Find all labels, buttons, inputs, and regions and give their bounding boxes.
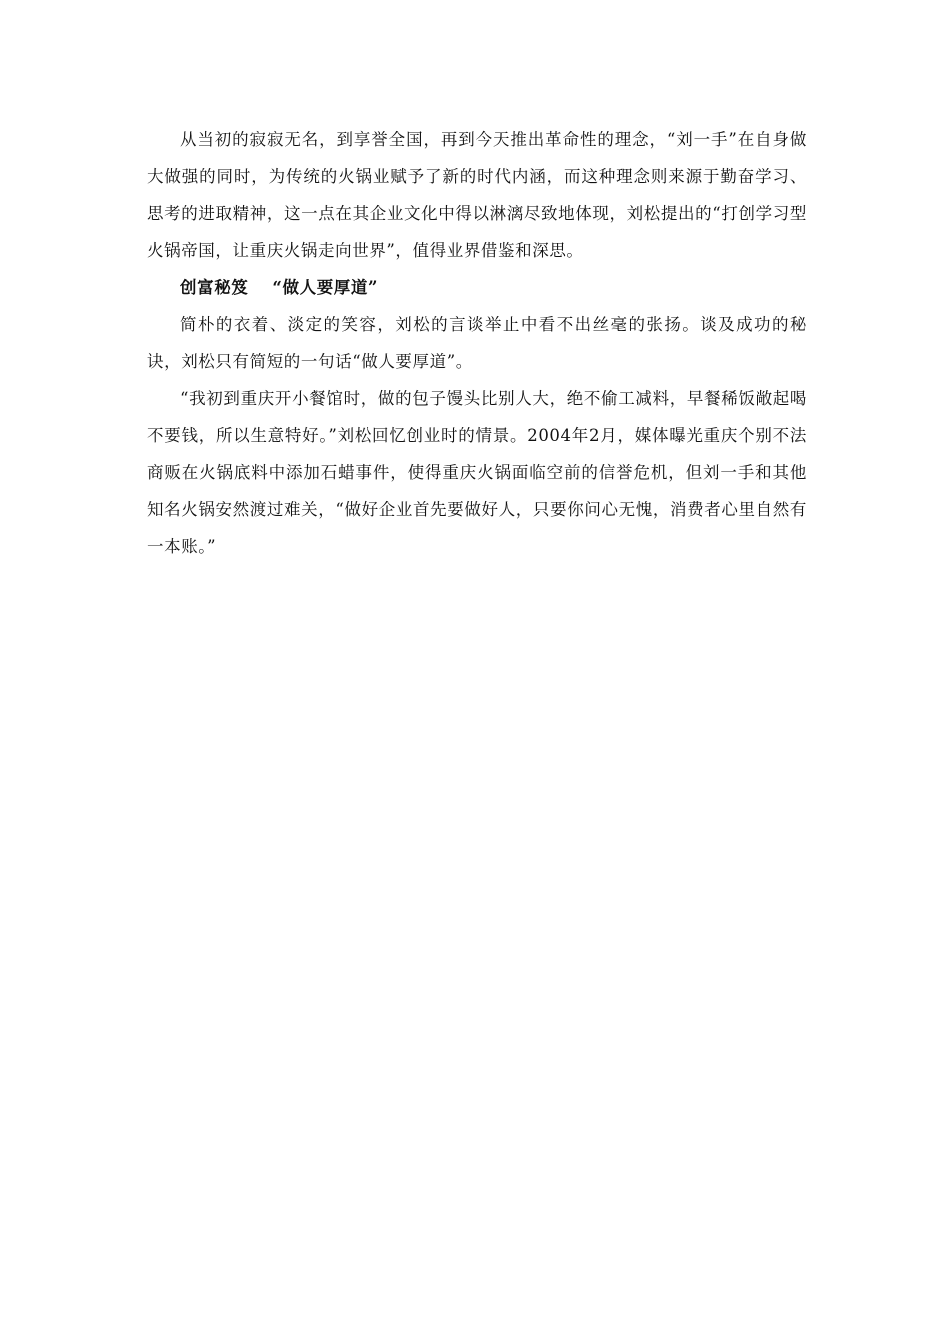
section-heading-title: “做人要厚道” bbox=[272, 278, 379, 297]
section-heading bbox=[147, 269, 807, 306]
paragraph-secret: 简朴的衣着、淡定的笑容，刘松的言谈举止中看不出丝毫的张扬。谈及成功的秘诀，刘松只有简短的一句话“做人要厚道”。 bbox=[147, 315, 807, 371]
document-body bbox=[147, 121, 807, 565]
paragraph-quote: “我初到重庆开小餐馆时，做的包子馒头比别人大，绝不偷工减料，早餐稀饭敞起喝不要钱，所以生意特好。”刘松回忆创业时的情景。2004年2月，媒体曝光重庆个别不法商贩在火锅底料中添加石蜡事件，使得重庆火锅面临空前的信誉危机，但刘一手和其他知名火锅安然渡过难关，“做好企业首先要做好人，只要你问心无愧，消费者心里自然有一本账。” bbox=[147, 389, 807, 556]
paragraph-intro: 从当初的寂寂无名，到享誉全国，再到今天推出革命性的理念，“刘一手”在自身做大做强的同时，为传统的火锅业赋予了新的时代内涵，而这种理念则来源于勤奋学习、思考的进取精神，这一点在其企业文化中得以淋漓尽致地体现，刘松提出的“打创学习型火锅帝国，让重庆火锅走向世界”，值得业界借鉴和深思。 bbox=[147, 130, 807, 260]
section-heading-label: 创富秘笈 bbox=[180, 278, 249, 297]
